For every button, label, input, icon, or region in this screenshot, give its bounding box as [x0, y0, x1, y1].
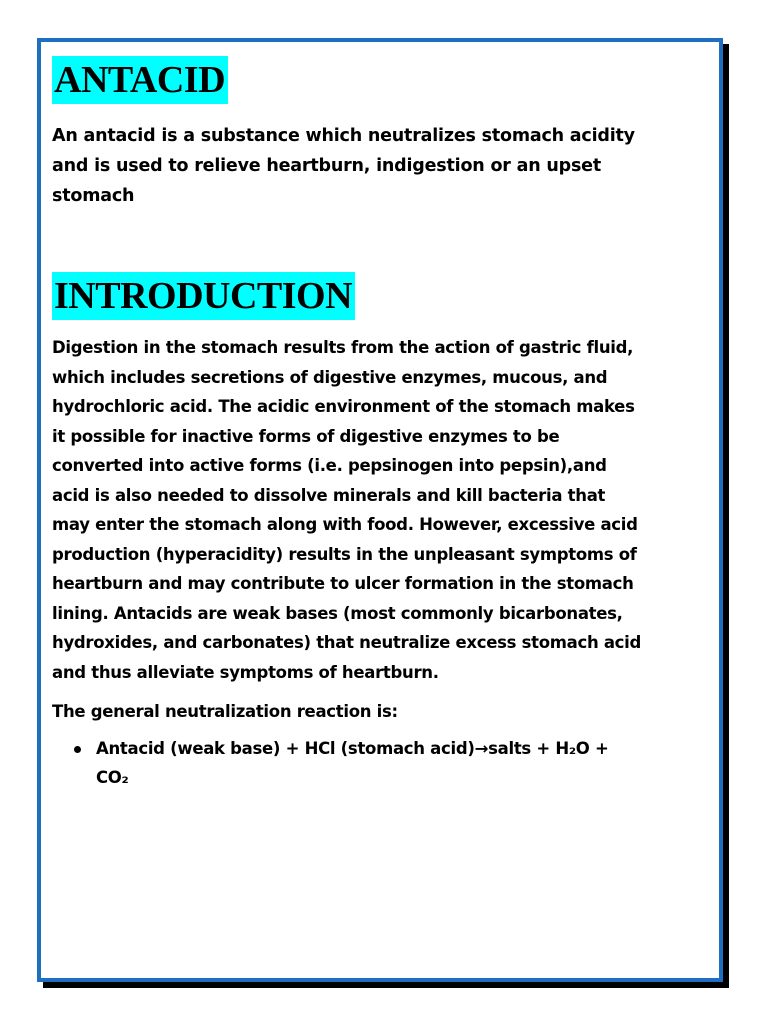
bullet-icon	[74, 746, 81, 753]
section-antacid	[52, 56, 642, 104]
reaction-list	[52, 734, 642, 793]
reaction-equation: Antacid (weak base) + HCl (stomach acid)→salts + H₂O + CO₂	[96, 738, 609, 787]
list-item	[52, 734, 642, 793]
reaction-intro: The general neutralization reaction is:	[52, 702, 398, 721]
heading-introduction: INTRODUCTION	[52, 272, 355, 320]
heading-antacid: ANTACID	[52, 56, 228, 104]
antacid-definition: An antacid is a substance which neutralizes stomach acidity and is used to relieve heartburn, indigestion or an upset stomach	[52, 126, 635, 206]
document-body	[52, 56, 642, 793]
section-introduction	[52, 272, 642, 320]
introduction-paragraph: Digestion in the stomach results from the action of gastric fluid, which includes secretions of digestive enzymes, mucous, and hydrochloric acid. The acidic environment of the stomach makes it possible for inactive forms of digestive enzymes to be converted into active forms (i.e. pepsinogen into pepsin),and acid is also needed to dissolve minerals and kill bacteria that may enter the stomach along with food. However, excessive acid production (hyperacidity) results in the unpleasant symptoms of heartburn and may contribute to ulcer formation in the stomach lining. Antacids are weak bases (most commonly bicarbonates, hydroxides, and carbonates) that neutralize excess stomach acid and thus alleviate symptoms of heartburn.	[52, 338, 642, 682]
